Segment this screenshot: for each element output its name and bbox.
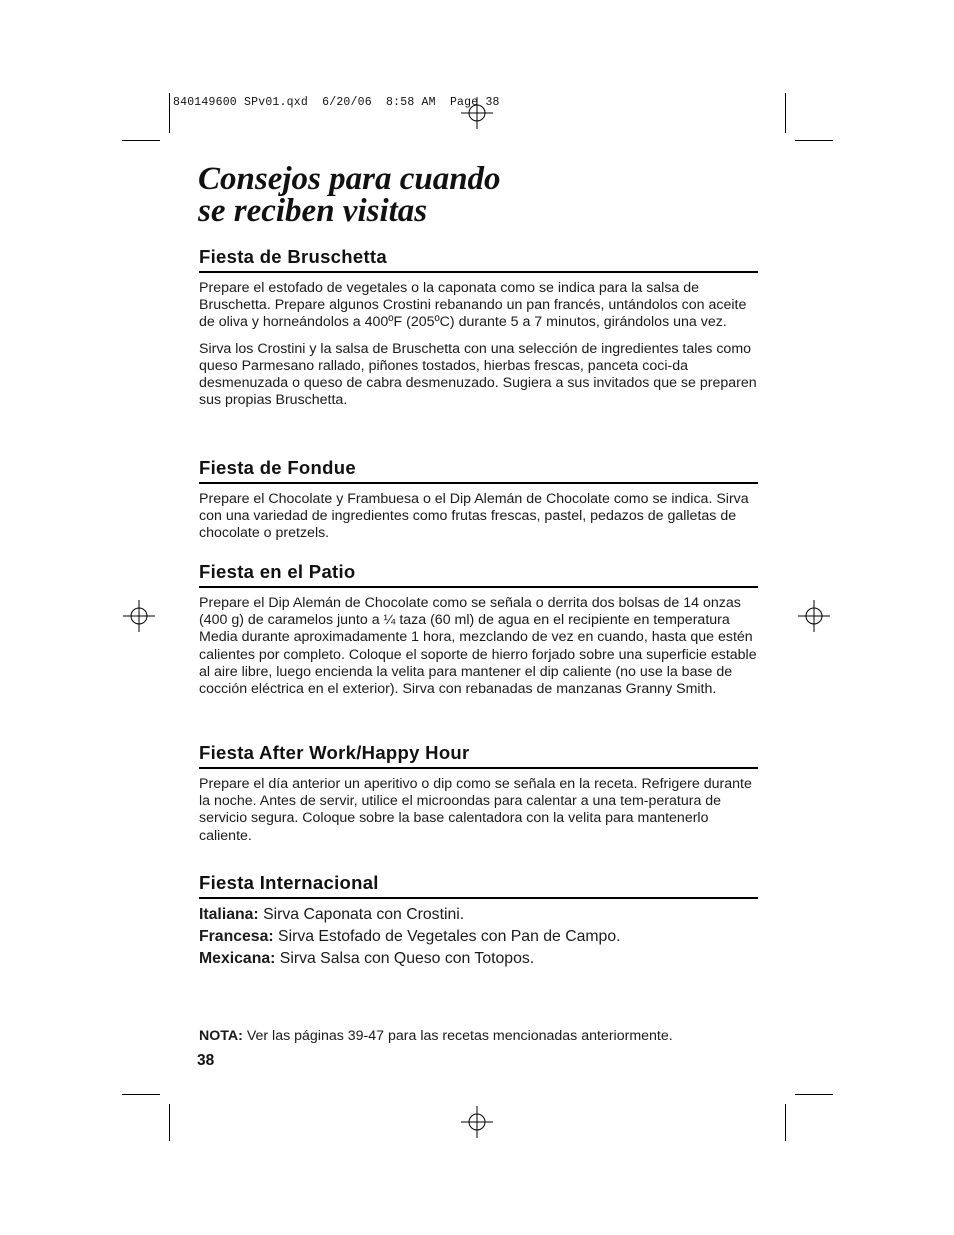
section-paragraph: Prepare el día anterior un aperitivo o dip como se señala en la receta. Refrigere durante la noche. Antes de servir, utilice el microondas para calentar a una tem-peratura de servicio segura. Coloque sobre la base calentadora con la velita para mantenerlo caliente.	[199, 776, 752, 844]
section-paragraph: Prepare el Dip Alemán de Chocolate como se señala o derrita dos bolsas de 14 onzas (400 g) de caramelos junto a ¼ taza (60 ml) de agua en el recipiente en temperatura Media durante aproximadamente 1 hora, mezclando de vez en cuando, hasta que estén calientes por completo. Coloque el soporte de hierro forjado sobre una superficie estable al aire libre, luego encienda la velita para mantener el dip caliente (no use la base de cocción eléctrica en el exterior). Sirva con rebanadas de manzanas Granny Smith.	[199, 595, 757, 698]
section-paragraph: Prepare el Chocolate y Frambuesa o el Dip Alemán de Chocolate como se indica. Sirva con una variedad de ingredientes como frutas frescas, pastel, pedazos de galletas de chocolate o pretzels.	[199, 491, 749, 542]
item-label: Italiana:	[199, 906, 259, 923]
section-heading: Fiesta After Work/Happy Hour	[199, 742, 758, 769]
page-number: 38	[197, 1052, 215, 1069]
crop-mark	[795, 1094, 833, 1095]
item-label: Francesa:	[199, 928, 274, 945]
crop-mark	[785, 1104, 786, 1141]
section-internacional	[199, 872, 758, 970]
item-text: Sirva Estofado de Vegetales con Pan de Campo.	[273, 928, 621, 945]
note-label: NOTA:	[199, 1028, 243, 1044]
section-bruschetta	[199, 246, 758, 409]
item-label: Mexicana:	[199, 950, 276, 967]
crop-mark	[785, 93, 786, 133]
section-heading: Fiesta de Fondue	[199, 457, 758, 484]
print-slug: 840149600 SPv01.qxd 6/20/06 8:58 AM Page 38	[173, 96, 500, 109]
item-text: Sirva Salsa con Queso con Totopos.	[275, 950, 535, 967]
section-patio	[199, 561, 758, 698]
title-line-2: se reciben visitas	[198, 193, 428, 229]
crop-mark	[169, 1104, 170, 1141]
section-heading: Fiesta Internacional	[199, 872, 758, 899]
crop-mark	[795, 140, 833, 141]
section-after-work	[199, 742, 758, 845]
registration-mark-icon	[461, 1106, 493, 1138]
title-line-1: Consejos para cuando	[198, 161, 501, 197]
section-paragraph: Prepare el estofado de vegetales o la caponata como se indica para la salsa de Bruschetta. Prepare algunos Crostini rebanando un pan francés, untándolos con aceite de oliva y horneándolos a 400ºF (205ºC) durante 5 a 7 minutos, girándolos una vez.	[199, 280, 747, 331]
list-item	[199, 904, 758, 926]
note-text: Ver las páginas 39-47 para las recetas mencionadas anteriormente.	[242, 1028, 673, 1044]
registration-mark-icon	[798, 600, 830, 632]
section-paragraph: Sirva los Crostini y la salsa de Bruschetta con una selección de ingredientes tales como queso Parmesano rallado, piñones tostados, hierbas frescas, panceta coci-da desmenuzada o queso de cabra desmenuzado. Sugiera a sus invitados que se preparen sus propias Bruschetta.	[199, 340, 757, 409]
note	[199, 1028, 673, 1045]
section-heading: Fiesta de Bruschetta	[199, 246, 758, 273]
crop-mark	[122, 140, 160, 141]
item-text: Sirva Caponata con Crostini.	[258, 906, 465, 923]
list-item	[199, 926, 758, 948]
crop-mark	[169, 93, 170, 133]
list-item	[199, 948, 758, 970]
section-heading: Fiesta en el Patio	[199, 561, 758, 588]
section-fondue	[199, 457, 758, 543]
crop-mark	[122, 1094, 160, 1095]
registration-mark-icon	[123, 600, 155, 632]
page-title	[198, 163, 501, 227]
